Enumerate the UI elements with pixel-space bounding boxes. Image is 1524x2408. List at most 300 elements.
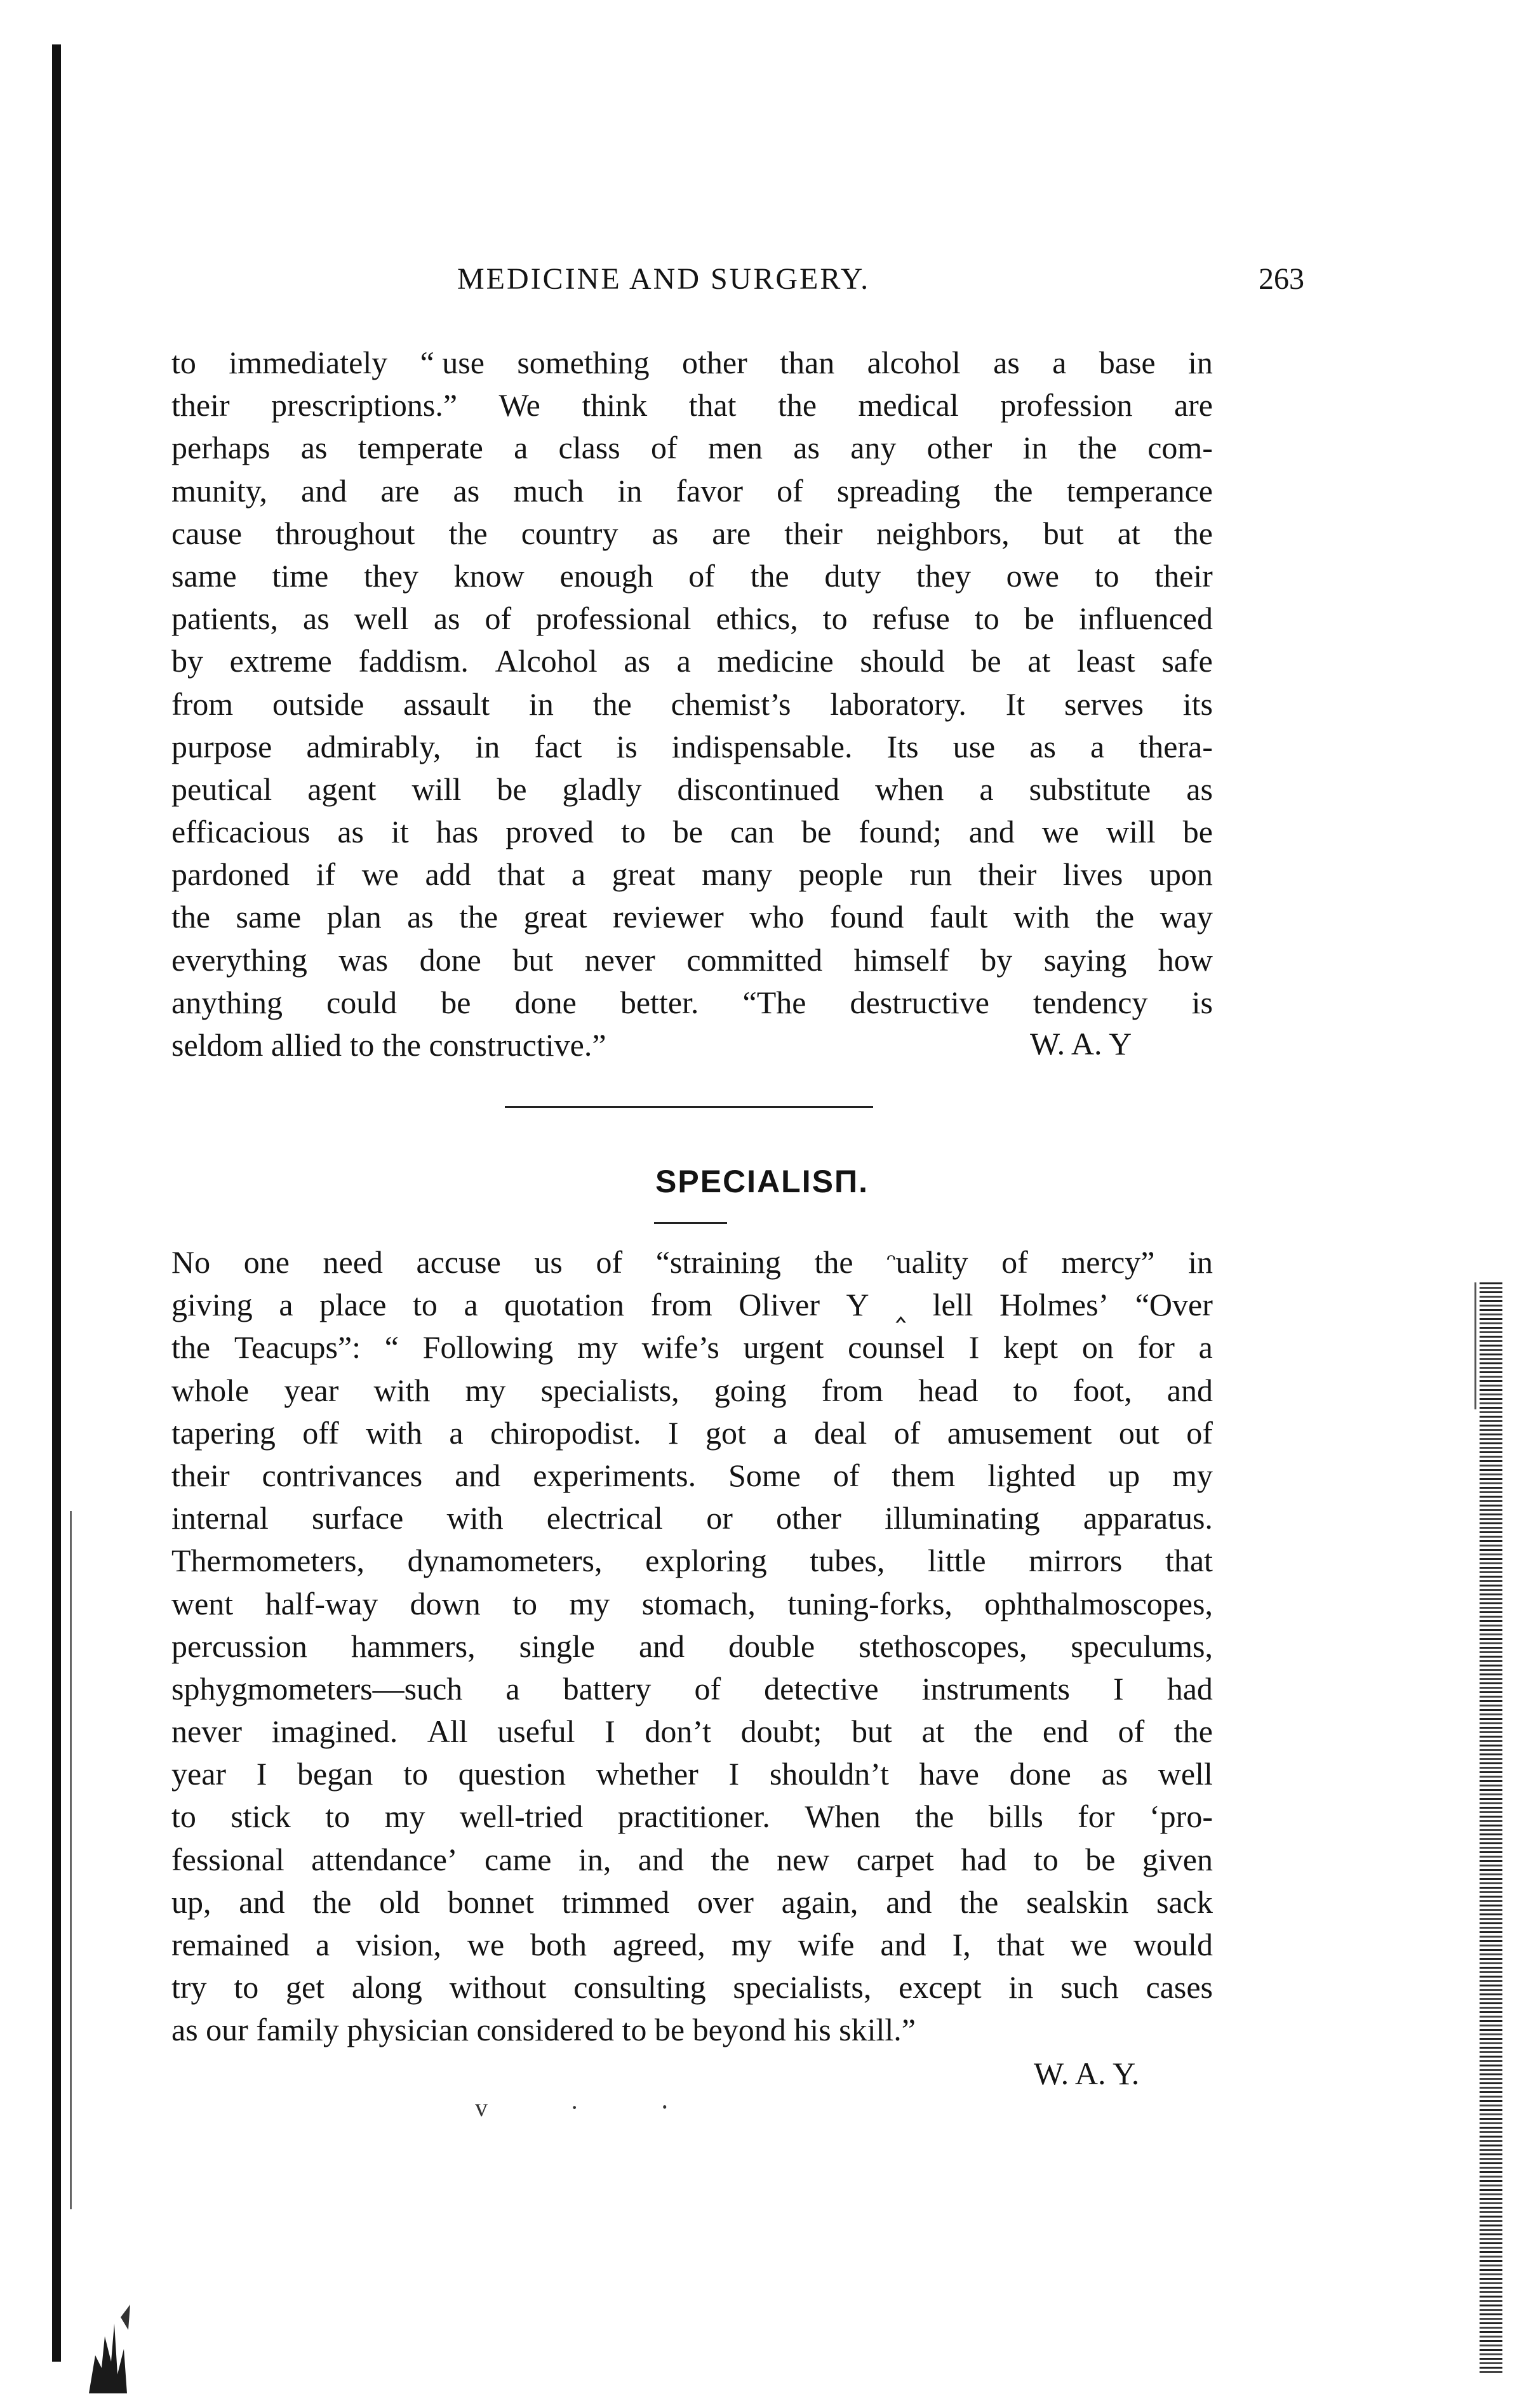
word: chemist’s (671, 686, 791, 722)
word: as (1101, 1756, 1128, 1792)
article-body-temperance (171, 342, 1213, 1067)
word: Y (846, 1287, 869, 1323)
word: in (1008, 1969, 1034, 2006)
word: be (441, 984, 471, 1020)
word: whether (596, 1756, 698, 1792)
word: the (1095, 899, 1135, 935)
word: Teacups”: (234, 1329, 361, 1366)
word: munity, (171, 472, 267, 509)
word: counsel (848, 1329, 945, 1366)
word: to (413, 1287, 438, 1323)
word: upon (1149, 856, 1213, 893)
word: ophthalmoscopes, (984, 1585, 1213, 1621)
word: I, (952, 1927, 971, 1962)
word: would (1133, 1927, 1213, 1962)
text-line (171, 939, 1213, 981)
word: ‘pro- (1149, 1799, 1213, 1835)
word: in (617, 472, 643, 509)
word: efficacious (171, 814, 311, 850)
word: in (1188, 1244, 1213, 1280)
word: useful (497, 1713, 575, 1750)
word: com- (1147, 430, 1213, 466)
word: be (672, 814, 703, 850)
final-line-text: as our family physician considered to be beyond his skill.” (171, 2012, 916, 2048)
word: for (1078, 1799, 1115, 1835)
word: and (638, 1628, 685, 1664)
word: in, (578, 1841, 612, 1877)
word: shouldn’t (769, 1756, 889, 1792)
word: extreme (229, 643, 332, 679)
word: try (171, 1969, 207, 2006)
word: their (784, 515, 843, 551)
text-line-final (171, 2009, 1213, 2051)
word: trimmed (561, 1884, 670, 1920)
word: in (529, 686, 554, 722)
word: but (851, 1713, 892, 1750)
word: purpose (171, 728, 272, 764)
word: ‸ (895, 1287, 907, 1323)
word: All (427, 1713, 468, 1750)
word: they (916, 557, 972, 594)
word: that (497, 856, 545, 893)
word: a (464, 1287, 478, 1323)
word: cause (171, 515, 243, 551)
word: I (1113, 1670, 1124, 1706)
word: never (584, 941, 655, 978)
word: other (682, 345, 747, 380)
word: remained (171, 1927, 290, 1962)
text-line (171, 597, 1213, 640)
word: fessional (171, 1841, 284, 1877)
word: favor (676, 472, 743, 509)
word: can (730, 814, 775, 850)
word: When (805, 1799, 881, 1835)
word: that (688, 387, 737, 423)
word: year (171, 1756, 227, 1792)
word: be (497, 771, 527, 807)
word: have (919, 1756, 979, 1792)
word: of (596, 1244, 623, 1280)
text-line (171, 1625, 1213, 1668)
word: as (433, 601, 460, 637)
word: stomach, (641, 1585, 756, 1621)
word: and (1166, 1372, 1213, 1408)
word: battery (563, 1670, 652, 1706)
text-line (171, 1497, 1213, 1540)
word: other (926, 430, 993, 466)
word: we (361, 856, 399, 893)
word: refuse (872, 601, 950, 637)
word: old (379, 1884, 420, 1920)
word: detective (764, 1670, 879, 1706)
word: they (363, 557, 419, 594)
word: need (323, 1244, 383, 1280)
text-line (171, 427, 1213, 469)
word: as (303, 601, 330, 637)
title-underline (654, 1222, 727, 1224)
word: owe (1006, 557, 1059, 594)
word: be (801, 814, 832, 850)
word: everything (171, 941, 307, 978)
word: went (171, 1585, 234, 1621)
text-line (171, 1710, 1213, 1753)
word: end (1042, 1713, 1089, 1750)
word: agent (307, 771, 377, 807)
word: specialists, (733, 1969, 872, 2006)
text-line (171, 853, 1213, 896)
word: lives (1062, 856, 1123, 893)
word: to (171, 345, 196, 380)
word: proved (505, 814, 594, 850)
word: are (380, 472, 420, 509)
word: to (974, 601, 999, 637)
word: Alcohol (495, 643, 598, 679)
word: chiropodist. (490, 1414, 641, 1451)
word: temperance (1066, 472, 1213, 509)
word: dynamometers, (407, 1543, 603, 1579)
word: I (256, 1756, 267, 1792)
word: percussion (171, 1628, 307, 1664)
word: ᵔuality (886, 1244, 968, 1280)
word: the (171, 899, 211, 935)
word: sealskin (1026, 1884, 1129, 1920)
word: the (312, 1884, 352, 1920)
word: from (821, 1372, 883, 1408)
word: patients, (171, 601, 279, 637)
word: without (449, 1969, 547, 2006)
word: the (448, 515, 488, 551)
word: to (512, 1585, 538, 1621)
word: “ use (420, 345, 485, 380)
word: lighted (987, 1457, 1076, 1493)
word: a (571, 856, 586, 893)
word: stick (231, 1799, 291, 1835)
word: I (605, 1713, 615, 1750)
word: a (1052, 345, 1067, 380)
word: surface (311, 1500, 404, 1536)
word: to (822, 601, 848, 637)
word: the (750, 557, 789, 594)
word: again, (781, 1884, 859, 1920)
text-line (171, 1540, 1213, 1582)
word: should (860, 643, 945, 679)
word: up, (171, 1884, 211, 1920)
word: and (886, 1884, 932, 1920)
word: well-tried (459, 1799, 584, 1835)
word: Some (728, 1457, 801, 1493)
scan-artifact-line (70, 1511, 72, 2209)
word: a (514, 430, 528, 466)
word: run (909, 856, 952, 893)
word: and (301, 472, 347, 509)
word: mirrors (1029, 1543, 1123, 1579)
word: with (373, 1372, 431, 1408)
text-line (171, 1284, 1213, 1326)
word: serves (1064, 686, 1144, 722)
scan-artifact-line-right (1474, 1282, 1476, 1409)
word: as (1186, 771, 1213, 807)
word: great (523, 899, 587, 935)
text-line (171, 1583, 1213, 1625)
word: the (1173, 515, 1213, 551)
word: out (1118, 1414, 1160, 1451)
word: perhaps (171, 430, 271, 466)
word: we (1041, 814, 1080, 850)
word: get (285, 1969, 325, 2006)
word: both (530, 1927, 587, 1962)
word: my (465, 1372, 506, 1408)
word: to (1094, 557, 1120, 594)
word: admirably, (306, 728, 441, 764)
word: or (706, 1500, 733, 1536)
word: many (702, 856, 773, 893)
word: tubes, (810, 1543, 885, 1579)
word: in (475, 728, 500, 764)
word: found (829, 899, 904, 935)
word: agreed, (613, 1927, 705, 1962)
word: great (612, 856, 676, 893)
word: single (519, 1628, 595, 1664)
word: contrivances (262, 1457, 423, 1493)
page-number: 263 (1259, 262, 1304, 296)
word: safe (1161, 643, 1213, 679)
word: question (458, 1756, 566, 1792)
word: the (711, 1841, 750, 1877)
word: lell (932, 1287, 973, 1323)
word: how (1158, 941, 1213, 978)
word: but (512, 941, 554, 978)
binding-edge-shadow (52, 44, 61, 2362)
word: and (638, 1841, 684, 1877)
article-signature: W. A. Y (1030, 1026, 1132, 1061)
word: Holmes’ (999, 1287, 1109, 1323)
word: discontinued (677, 771, 840, 807)
word: himself (853, 941, 949, 978)
word: except (899, 1969, 982, 2006)
word: alcohol (867, 345, 961, 380)
word: a (279, 1287, 293, 1323)
final-line-text: seldom allied to the constructive.” (171, 1027, 606, 1063)
word: No (171, 1244, 211, 1280)
word: never (171, 1713, 243, 1750)
word: us (534, 1244, 563, 1280)
word: neighbors, (876, 515, 1010, 551)
word: over (697, 1884, 754, 1920)
word: when (875, 771, 944, 807)
word: who (749, 899, 805, 935)
word: anything (171, 984, 283, 1020)
word: know (453, 557, 525, 594)
word: as (1029, 728, 1056, 764)
text-line (171, 1454, 1213, 1497)
scan-smudge-artifact (83, 2298, 146, 2393)
word: the (915, 1799, 954, 1835)
word: “The (742, 984, 806, 1020)
word: tuning-forks, (787, 1585, 952, 1621)
word: Oliver (739, 1287, 820, 1323)
word: profession (1000, 387, 1133, 423)
word: same (171, 557, 237, 594)
word: consulting (573, 1969, 706, 2006)
text-line (171, 640, 1213, 682)
word: one (243, 1244, 290, 1280)
word: imagined. (271, 1713, 398, 1750)
text-line (171, 811, 1213, 853)
word: thera- (1139, 728, 1213, 764)
word: it (391, 814, 409, 850)
word: a (1090, 728, 1105, 764)
word: to (234, 1969, 259, 2006)
word: from (171, 686, 234, 722)
word: reviewer (612, 899, 724, 935)
word: my (577, 1329, 618, 1366)
article-signature: W. A. Y. (1034, 2056, 1140, 2091)
text-line (171, 1668, 1213, 1710)
text-line (171, 1326, 1213, 1369)
word: medicine (717, 643, 834, 679)
word: tapering (171, 1414, 276, 1451)
word: their (171, 1457, 230, 1493)
word: as (624, 643, 650, 679)
word: to (620, 814, 646, 850)
word: in (1022, 430, 1048, 466)
word: “ (384, 1329, 399, 1366)
word: as (453, 472, 480, 509)
word: hammers, (351, 1628, 476, 1664)
word: laboratory. (830, 686, 966, 722)
word: add (425, 856, 471, 893)
word: men (707, 430, 763, 466)
word: much (513, 472, 584, 509)
word: my (569, 1585, 610, 1621)
word: other (776, 1500, 841, 1536)
word: carpet (856, 1841, 934, 1877)
word: assault (403, 686, 490, 722)
word: tendency (1033, 984, 1148, 1020)
word: double (728, 1628, 815, 1664)
word: going (714, 1372, 787, 1408)
word: as (993, 345, 1020, 380)
word: prescriptions.” (271, 387, 458, 423)
word: “Over (1135, 1287, 1213, 1323)
text-line (171, 981, 1213, 1024)
word: amusement (947, 1414, 1092, 1451)
word: that (996, 1927, 1045, 1962)
word: a (315, 1927, 330, 1962)
word: the (974, 1713, 1013, 1750)
text-line (171, 384, 1213, 427)
text-line (171, 1839, 1213, 1881)
word: my (1172, 1457, 1213, 1493)
word: to (1013, 1372, 1038, 1408)
word: apparatus. (1083, 1500, 1213, 1536)
word: attendance’ (311, 1841, 458, 1877)
word: fact (534, 728, 582, 764)
word: with (1013, 899, 1070, 935)
word: began (297, 1756, 373, 1792)
word: of (893, 1414, 921, 1451)
word: little (927, 1543, 986, 1579)
word: think (582, 387, 648, 423)
word: experiments. (533, 1457, 697, 1493)
word: internal (171, 1500, 269, 1536)
word: well (354, 601, 409, 637)
word: sack (1156, 1884, 1213, 1920)
section-divider (505, 1106, 873, 1108)
word: pardoned (171, 856, 290, 893)
word: their (1154, 557, 1213, 594)
text-line (171, 896, 1213, 938)
word: year (284, 1372, 339, 1408)
word: throughout (276, 515, 415, 551)
word: them (892, 1457, 956, 1493)
word: plan (326, 899, 382, 935)
word: a (1198, 1329, 1213, 1366)
word: Following (422, 1329, 554, 1366)
word: of (1118, 1713, 1145, 1750)
word: indispensable. (671, 728, 853, 764)
word: and (239, 1884, 285, 1920)
word: given (1142, 1841, 1213, 1877)
word: off (302, 1414, 339, 1451)
word: whole (171, 1372, 250, 1408)
word: sphygmometers—such (171, 1670, 463, 1706)
word: people (798, 856, 883, 893)
text-line (171, 1924, 1213, 1966)
word: foot, (1073, 1372, 1132, 1408)
word: to (403, 1756, 429, 1792)
word: my (384, 1799, 425, 1835)
word: done (514, 984, 577, 1020)
word: specialists, (540, 1372, 679, 1408)
text-line (171, 555, 1213, 597)
word: a (773, 1414, 787, 1451)
word: the (777, 387, 817, 423)
word: mercy” (1061, 1244, 1155, 1280)
word: urgent (743, 1329, 824, 1366)
word: along (351, 1969, 422, 2006)
word: the (1173, 1713, 1213, 1750)
word: as (337, 814, 364, 850)
word: is (616, 728, 638, 764)
word: on (1081, 1329, 1114, 1366)
word: well (1158, 1756, 1213, 1792)
word: destructive (850, 984, 989, 1020)
word: the (171, 1329, 211, 1366)
word: we (467, 1927, 505, 1962)
page-edge-artifact (1480, 1282, 1502, 2374)
text-line (171, 1369, 1213, 1412)
word: Its (886, 728, 919, 764)
word: least (1077, 643, 1135, 679)
word: doubt; (740, 1713, 822, 1750)
word: bonnet (447, 1884, 534, 1920)
text-line (171, 768, 1213, 811)
word: as (300, 430, 328, 466)
word: up (1108, 1457, 1140, 1493)
word: came (485, 1841, 552, 1877)
word: duty (824, 557, 881, 594)
word: same (236, 899, 302, 935)
word: country (521, 515, 618, 551)
word: temperate (358, 430, 483, 466)
word: their (978, 856, 1037, 893)
word: and (455, 1457, 501, 1493)
word: a (979, 771, 994, 807)
word: are (1173, 387, 1213, 423)
word: I (728, 1756, 740, 1792)
word: immediately (229, 345, 388, 380)
